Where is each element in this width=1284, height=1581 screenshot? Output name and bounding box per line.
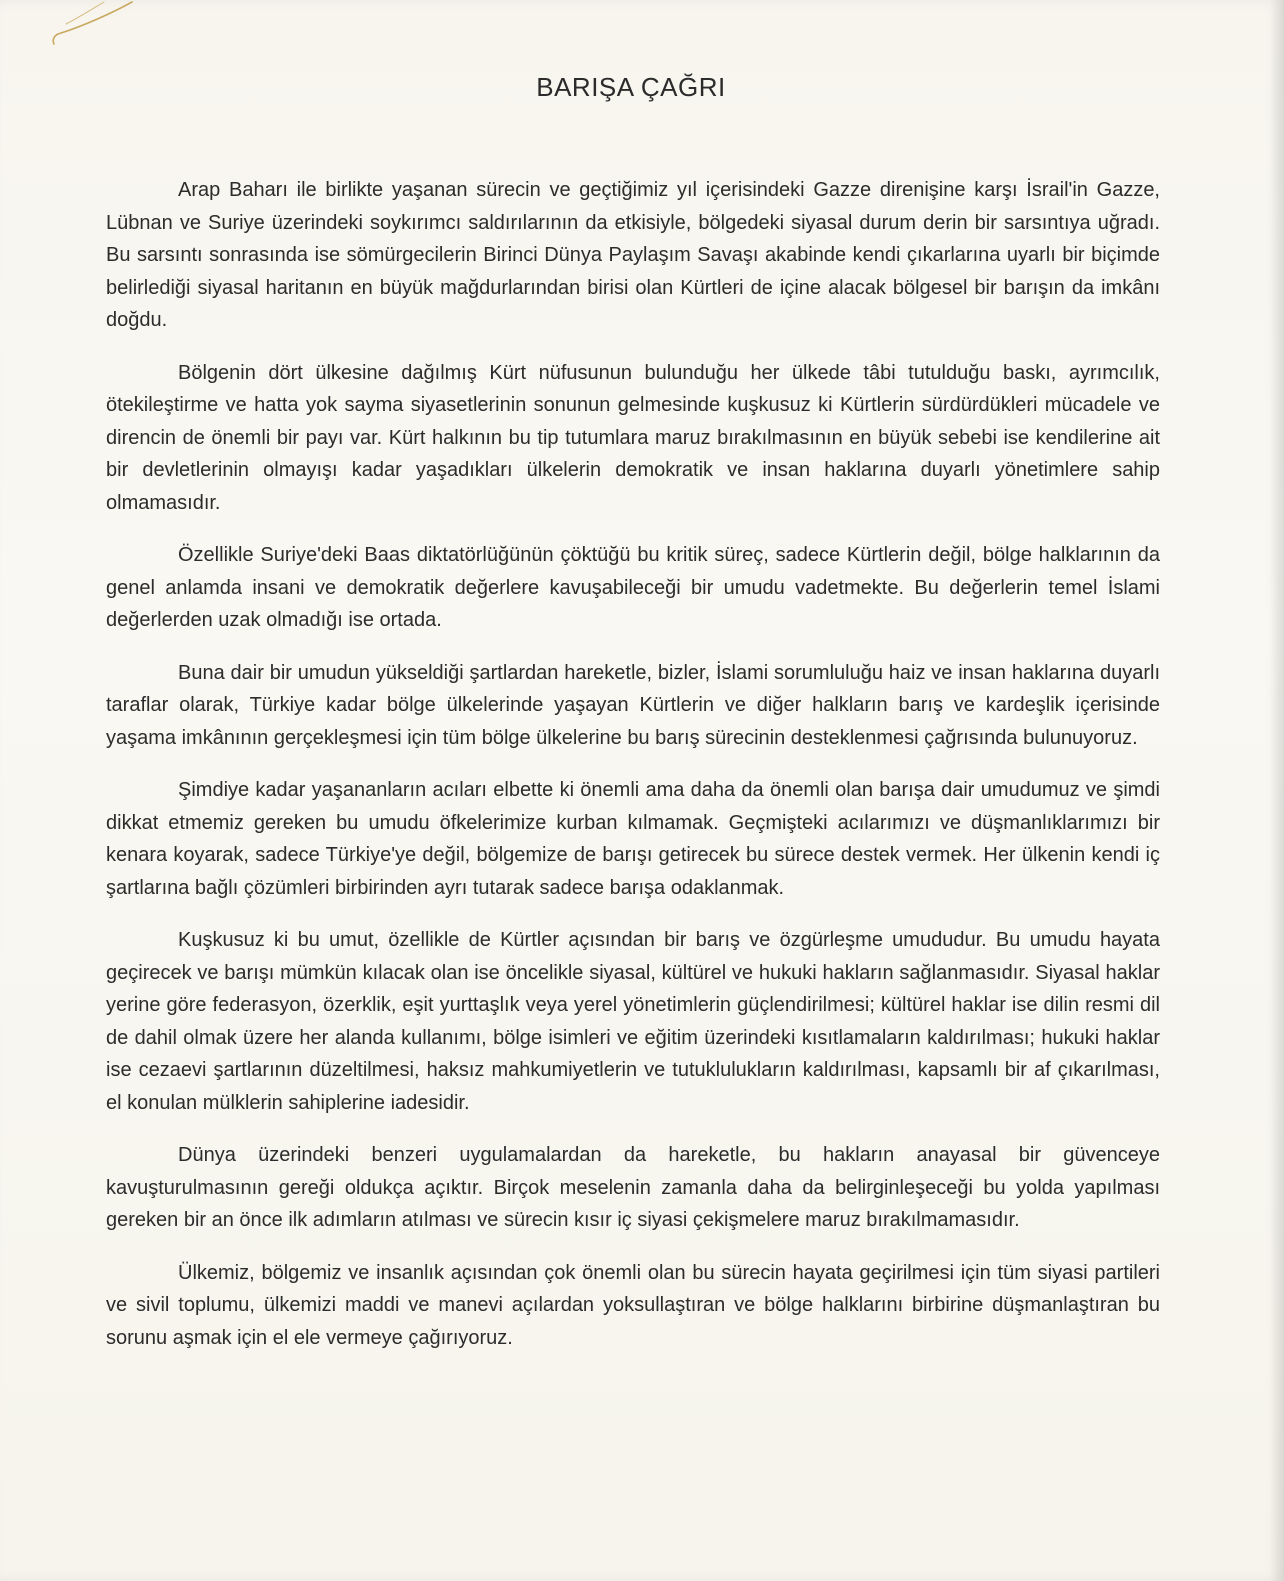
- paragraph-6: Kuşkusuz ki bu umut, özellikle de Kürtler açısından bir barış ve özgürleşme umududur. Bu umudu hayata geçirecek ve barışı mümkün kılacak olan ise öncelikle siyasal, kültürel ve hukuki hakların sağlanmasıdır. Siyasal haklar yerine göre federasyon, özerklik, eşit yurttaşlık veya yerel yönetimlerin güçlendirilmesi; kültürel haklar ise dilin resmi dil de dahil olmak üzere her alanda kullanımı, bölge isimleri ve eğitim üzerindeki kısıtlamaların kaldırılması; hukuki haklar ise cezaevi şartlarının düzeltilmesi, haksız mahkumiyetlerin ve tutuklulukların kaldırılması, kapsamlı bir af çıkarılması, el konulan mülklerin sahiplerine iadesidir.: [106, 929, 1160, 1114]
- document-title: BARIŞA ÇAĞRI: [536, 72, 726, 102]
- paragraph-5: Şimdiye kadar yaşananların acıları elbette ki önemli ama daha da önemli olan barışa dair umudumuz ve şimdi dikkat etmemiz gereken bu umudu öfkelerimize kurban kılmamak. Geçmişteki acılarımızı ve düşmanlıklarımızı bir kenara koyarak, sadece Türkiye'ye değil, bölgemize de barışı getirecek bu sürece destek vermek. Her ülkenin kendi iç şartlarına bağlı çözümleri birbirinden ayrı tutarak sadece barışa odaklanmak.: [106, 779, 1160, 899]
- paragraph-1: Arap Baharı ile birlikte yaşanan sürecin ve geçtiğimiz yıl içerisindeki Gazze direnişine karşı İsrail'in Gazze, Lübnan ve Suriye üzerindeki soykırımcı saldırılarının da etkisiyle, bölgedeki siyasal durum derin bir sarsıntıya uğradı. Bu sarsıntı sonrasında ise sömürgecilerin Birinci Dünya Paylaşım Savaşı akabinde kendi çıkarlarına uyarlı bir biçimde belirlediği siyasal haritanın en büyük mağdurlarından birisi olan Kürtleri de içine alacak bölgesel bir barışın da imkânı doğdu.: [106, 179, 1160, 331]
- paragraph-2: Bölgenin dört ülkesine dağılmış Kürt nüfusunun bulunduğu her ülkede tâbi tutulduğu baskı, ayrımcılık, ötekileştirme ve hatta yok sayma siyasetlerinin sonunun gelmesinde kuşkusuz ki Kürtlerin sürdürdükleri mücadele ve direncin de önemli bir payı var. Kürt halkının bu tip tutumlara maruz bırakılmasının en büyük sebebi ise kendilerine ait bir devletlerinin olmayışı kadar yaşadıkları ülkelerin demokratik ve insan haklarına duyarlı yönetimlere sahip olmamasıdır.: [106, 361, 1160, 514]
- document-body: [106, 174, 1160, 1374]
- page-edge-shadow: [1270, 0, 1284, 1581]
- paragraph-7: Dünya üzerindeki benzeri uygulamalardan da hareketle, bu hakların anayasal bir güvenceye kavuşturulmasının gereği oldukça açıktır. Birçok meselenin zamanla daha da belirginleşeceği bu yolda yapılması gereken bir an önce ilk adımların atılması ve sürecin kısır iç siyasi çekişmelere maruz bırakılmamasıdır.: [106, 1144, 1160, 1231]
- pen-mark-scribble: [44, 0, 134, 50]
- paragraph-3: Özellikle Suriye'deki Baas diktatörlüğünün çöktüğü bu kritik süreç, sadece Kürtlerin değil, bölge halklarının da genel anlamda insani ve demokratik değerlere kavuşabileceği bir umudu vadetmekte. Bu değerlerin temel İslami değerlerden uzak olmadığı ise ortada.: [106, 544, 1160, 631]
- paragraph-4: Buna dair bir umudun yükseldiği şartlardan hareketle, bizler, İslami sorumluluğu haiz ve insan haklarına duyarlı taraflar olarak, Türkiye kadar bölge ülkelerinde yaşayan Kürtlerin ve diğer halkların barış ve kardeşlik içerisinde yaşama imkânının gerçekleşmesi için tüm bölge ülkelerine bu barış sürecinin desteklenmesi çağrısında bulunuyoruz.: [106, 661, 1160, 749]
- paragraph-8: Ülkemiz, bölgemiz ve insanlık açısından çok önemli olan bu sürecin hayata geçirilmesi için tüm siyasi partileri ve sivil toplumu, ülkemizi maddi ve manevi açılardan yoksullaştıran ve bölge halklarını birbirine düşmanlaştıran bu sorunu aşmak için el ele vermeye çağırıyoruz.: [106, 1261, 1160, 1349]
